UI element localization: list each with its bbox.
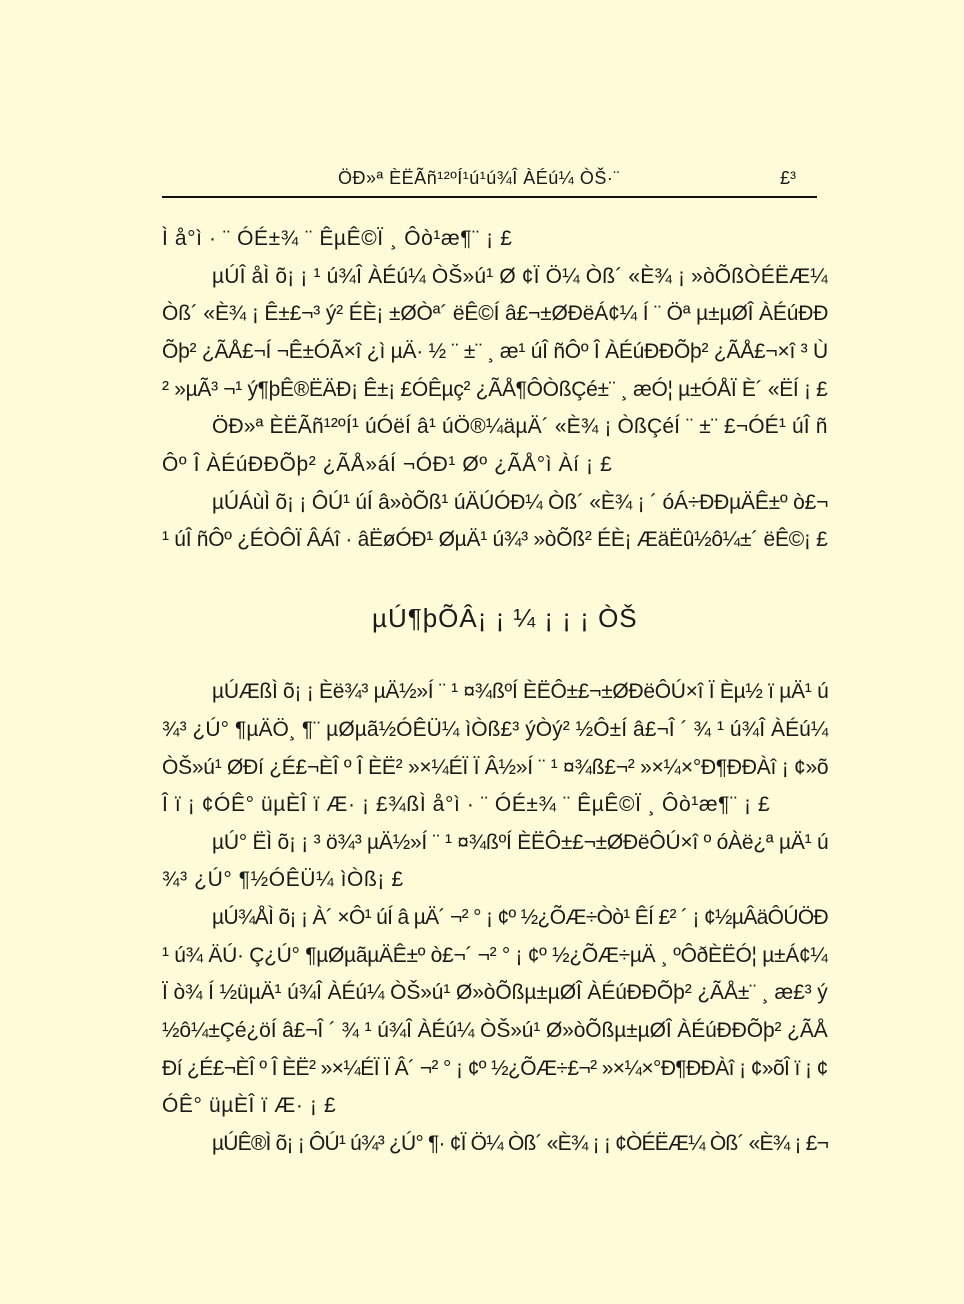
running-header-title: ÖÐ»ª ÈËÃñ¹²ºÍ¹ú¹ú¾Î ÀÉú¼ ÒŠ·¨ [338, 168, 620, 188]
body-line: µÚ¾ÅÌ õ¡ ¡ À´ ×Ô¹ úÍ â µÄ´ ¬² ° ¡ ¢º ½¿ÕÆ÷Òò¹ ÊÍ £² ´ ¡ ¢½µÂäÔÚÖÐ [212, 906, 829, 929]
running-header [162, 166, 818, 194]
body-line: ² »µÃ³ ¬¹ ý¶þÊ®ËÄÐ¡ Ê±¡ £ÓÊµç² ¿ÃÅ¶ÔÒßÇé±¨ ¸ æÓ¦ µ±ÓÅÏ È´ «ËÍ ¡ £ [162, 378, 828, 401]
body-line: ÖÐ»ª ÈËÃñ¹²ºÍ¹ úÓëÍ â¹ úÖ®¼äµÄ´ «È¾ ¡ ÒßÇéÍ ¨ ±¨ £¬ÓÉ¹ úÎ ñ [212, 415, 828, 438]
body-line: ¾³ ¿Ú° ¶½ÓÊÜ¼ ìÒß¡ £ [162, 868, 404, 891]
body-line: ¹ úÎ ñÔº ¿ÉÒÔÏ ÂÁî · âËøÓÐ¹ ØµÄ¹ ú¾³ »òÕß² ÉÈ¡ ÆäËû½ô¼±´ ëÊ©¡ £ [162, 528, 828, 551]
body-line: ¾³ ¿Ú° ¶µÄÖ¸ ¶¨ µØµã½ÓÊÜ¼ ìÒß£³ ýÒý² ½Ô±Í â£¬Î ´ ¾ ¹ ú¾Î ÀÉú¼ [162, 718, 829, 741]
body-line: Õþ² ¿ÃÅ£¬Í ¬Ê±ÓÃ×î ¿ì µÄ· ½ ¨ ±¨ ¸ æ¹ úÎ ñÔº Î ÀÉúÐÐÕþ² ¿ÃÅ£¬×î ³ Ù [162, 340, 828, 363]
body-line: Î ï ¡ ¢ÓÊ° üµÈÎ ï Æ· ¡ £¾ßÌ å°ì · ¨ ÓÉ±¾ ¨ ÊµÊ©Ï ¸ Ôò¹æ¶¨ ¡ £ [162, 793, 771, 816]
body-line: µÚÁùÌ õ¡ ¡ ÔÚ¹ úÍ â»òÕß¹ úÄÚÓÐ¼ Òß´ «È¾ ¡ ´ óÁ÷ÐÐµÄÊ±º ò£¬ [212, 491, 829, 514]
body-line: Òß´ «È¾ ¡ Ê±£¬³ ý² ÉÈ¡ ±ØÒª´ ëÊ©Í â£¬±ØÐëÁ¢¼ Í ¨ Öª µ±µØÎ ÀÉúÐÐ [162, 302, 829, 325]
body-line: ½ô¼±Çé¿öÍ â£¬Î ´ ¾ ¹ ú¾Î ÀÉú¼ ÒŠ»ú¹ Ø»òÕßµ±µØÎ ÀÉúÐÐÕþ² ¿ÃÅ [162, 1019, 828, 1042]
header-rule [162, 196, 817, 198]
body-line: ÒŠ»ú¹ ØÐí ¿É£¬ÈÎ º Î ÈË² »×¼ÉÏ Ï Â½»Í ¨ ¹ ¤¾ß£¬² »×¼×°Ð¶ÐÐÀî ¡ ¢»õ [162, 756, 829, 779]
body-line: µÚ° ËÌ õ¡ ¡ ³ ö¾³ µÄ½»Í ¨ ¹ ¤¾ßºÍ ÈËÔ±£¬±ØÐëÔÚ×î º óÀë¿ª µÄ¹ ú [212, 831, 829, 854]
body-line: Ì å°ì · ¨ ÓÉ±¾ ¨ ÊµÊ©Ï ¸ Ôò¹æ¶¨ ¡ £ [162, 227, 513, 250]
body-line: Ôº Î ÀÉúÐÐÕþ² ¿ÃÅ»áÍ ¬ÓÐ¹ Øº ¿ÃÅ°ì Àí ¡ £ [162, 453, 613, 476]
body-line: Ðí ¿É£¬ÈÎ º Î ÈË² »×¼ÉÏ Ï Â´ ¬² ° ¡ ¢º ½¿ÕÆ÷£¬² »×¼×°Ð¶ÐÐÀî ¡ ¢»õÎ ï ¡ ¢ [162, 1057, 828, 1080]
chapter-heading: µÚ¶þÕÂ¡ ¡ ¼ ¡ ¡ ¡ ÒŠ [372, 603, 638, 633]
body-line: ¹ ú¾ ÄÚ· Ç¿Ú° ¶µØµãµÄÊ±º ò£¬´ ¬² ° ¡ ¢º ½¿ÕÆ÷µÄ ¸ ºÔðÈËÓ¦ µ±Á¢¼ [162, 944, 828, 967]
body-line: µÚÆßÌ õ¡ ¡ Èë¾³ µÄ½»Í ¨ ¹ ¤¾ßºÍ ÈËÔ±£¬±ØÐëÔÚ×î Ï Èµ½ ï µÄ¹ ú [212, 680, 829, 703]
body-line: Ï ò¾ Í ½üµÄ¹ ú¾Î ÀÉú¼ ÒŠ»ú¹ Ø»òÕßµ±µØÎ ÀÉúÐÐÕþ² ¿ÃÅ±¨ ¸ æ£³ ý [162, 981, 828, 1004]
body-line: ÓÊ° üµÈÎ ï Æ· ¡ £ [162, 1094, 337, 1117]
page-number: £³ [779, 168, 796, 188]
body-line: µÚÊ®Ì õ¡ ¡ ÔÚ¹ ú¾³ ¿Ú° ¶· ¢Ï Ö¼ Òß´ «È¾ ¡ ¡ ¢ÒÉËÆ¼ Òß´ «È¾ ¡ £¬ [212, 1132, 829, 1155]
body-line: µÚÎ åÌ õ¡ ¡ ¹ ú¾Î ÀÉú¼ ÒŠ»ú¹ Ø ¢Ï Ö¼ Òß´ «È¾ ¡ »òÕßÒÉËÆ¼ [212, 265, 828, 288]
